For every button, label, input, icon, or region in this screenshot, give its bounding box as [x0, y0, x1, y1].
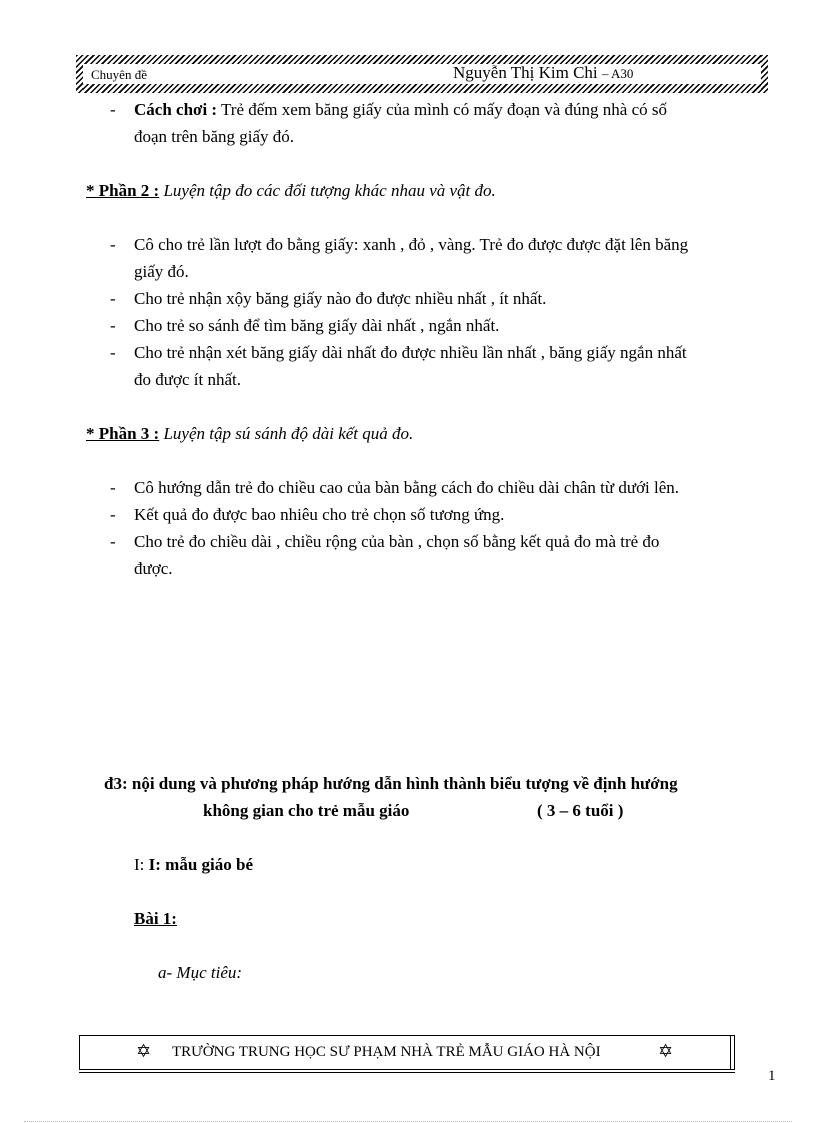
list-item: Cho trẻ nhận xét băng giấy dài nhất đo được nhiều lần nhất , băng giấy ngắn nhất [134, 343, 687, 362]
list-item: Cô cho trẻ lần lượt đo bằng giấy: xanh , đỏ , vàng. Trẻ đo được được đặt lên băng [134, 235, 689, 254]
list-item: Cô hướng dẫn trẻ đo chiều cao của bàn bằng cách đo chiều dài chân từ dưới lên. [134, 478, 680, 497]
list-item-cont: đo được ít nhất. [134, 370, 241, 389]
subsection-title: I: mẫu giáo bé [148, 855, 254, 874]
part2-heading: * Phần 2 : [86, 181, 160, 200]
list-item: Kết quả đo được bao nhiêu cho trẻ chọn số tương ứng. [134, 505, 505, 524]
intro-line-1 [134, 96, 667, 123]
list-item-cont: giấy đó. [134, 262, 189, 281]
header-border-right [761, 55, 768, 93]
lesson-heading: Bài 1: [134, 909, 177, 928]
header-border-bottom [76, 84, 768, 93]
list-item: Cho trẻ nhận xộy băng giấy nào đo được nhiều nhất , ít nhất. [134, 289, 547, 308]
list-item: Cho trẻ so sánh để tìm băng giấy dài nhất , ngắn nhất. [134, 316, 500, 335]
header-inner [83, 64, 761, 84]
header-code: – A30 [601, 66, 634, 81]
section-title-line-2: không gian cho trẻ mẫu giáo [203, 801, 410, 820]
bullet-dash: - [110, 289, 116, 308]
intro-label: Cách chơi : [134, 100, 218, 119]
part3-title: Luyện tập sú sánh độ dài kết quả đo. [163, 424, 414, 443]
part2-title: Luyện tập đo các đối tượng khác nhau và vật đo. [163, 181, 496, 200]
bullet-dash: - [110, 532, 116, 551]
objective-heading: a- Mục tiêu: [158, 963, 243, 982]
bullet-dash: - [110, 505, 116, 524]
header-border-left [76, 55, 83, 93]
bullet-dash: - [110, 316, 116, 335]
bullet-dash: - [110, 478, 116, 497]
page-number: 1 [768, 1068, 776, 1084]
section-age-range: ( 3 – 6 tuổi ) [537, 801, 624, 820]
header-topic: Chuyên đề [91, 67, 147, 82]
section-title-line-1: đ3: nội dung và phương pháp hướng dẫn hình thành biểu tượng về định hướng [104, 774, 678, 793]
header-author-name: Nguyễn Thị Kim Chi [453, 63, 598, 82]
bullet-dash: - [110, 343, 116, 362]
intro-line-2: đoạn trên băng giấy đó. [134, 127, 295, 146]
bullet-dash: - [110, 100, 116, 119]
star-of-david-icon: ✡ [658, 1041, 674, 1061]
list-item-cont: được. [134, 559, 173, 578]
header-border-top [76, 55, 768, 64]
page-edge-divider [24, 1121, 792, 1122]
bullet-dash: - [110, 235, 116, 254]
header-author [453, 63, 633, 83]
part2-heading-line [86, 177, 496, 204]
page-header [76, 55, 768, 93]
page-footer [79, 1035, 735, 1070]
subsection-heading: I: I: mẫu giáo bé [134, 855, 254, 874]
part3-heading-line [86, 420, 413, 447]
footer-school-name: TRƯỜNG TRUNG HỌC SƯ PHẠM NHÀ TRẺ MẪU GIÁO HÀ NỘI [172, 1044, 601, 1060]
part3-heading: * Phần 3 : [86, 424, 160, 443]
list-item: Cho trẻ đo chiều dài , chiều rộng của bàn , chọn số bằng kết quả đo mà trẻ đo [134, 532, 660, 551]
star-of-david-icon: ✡ [136, 1041, 152, 1061]
intro-text: Trẻ đếm xem băng giấy của mình có mấy đoạn và đúng nhà có số [217, 100, 668, 119]
